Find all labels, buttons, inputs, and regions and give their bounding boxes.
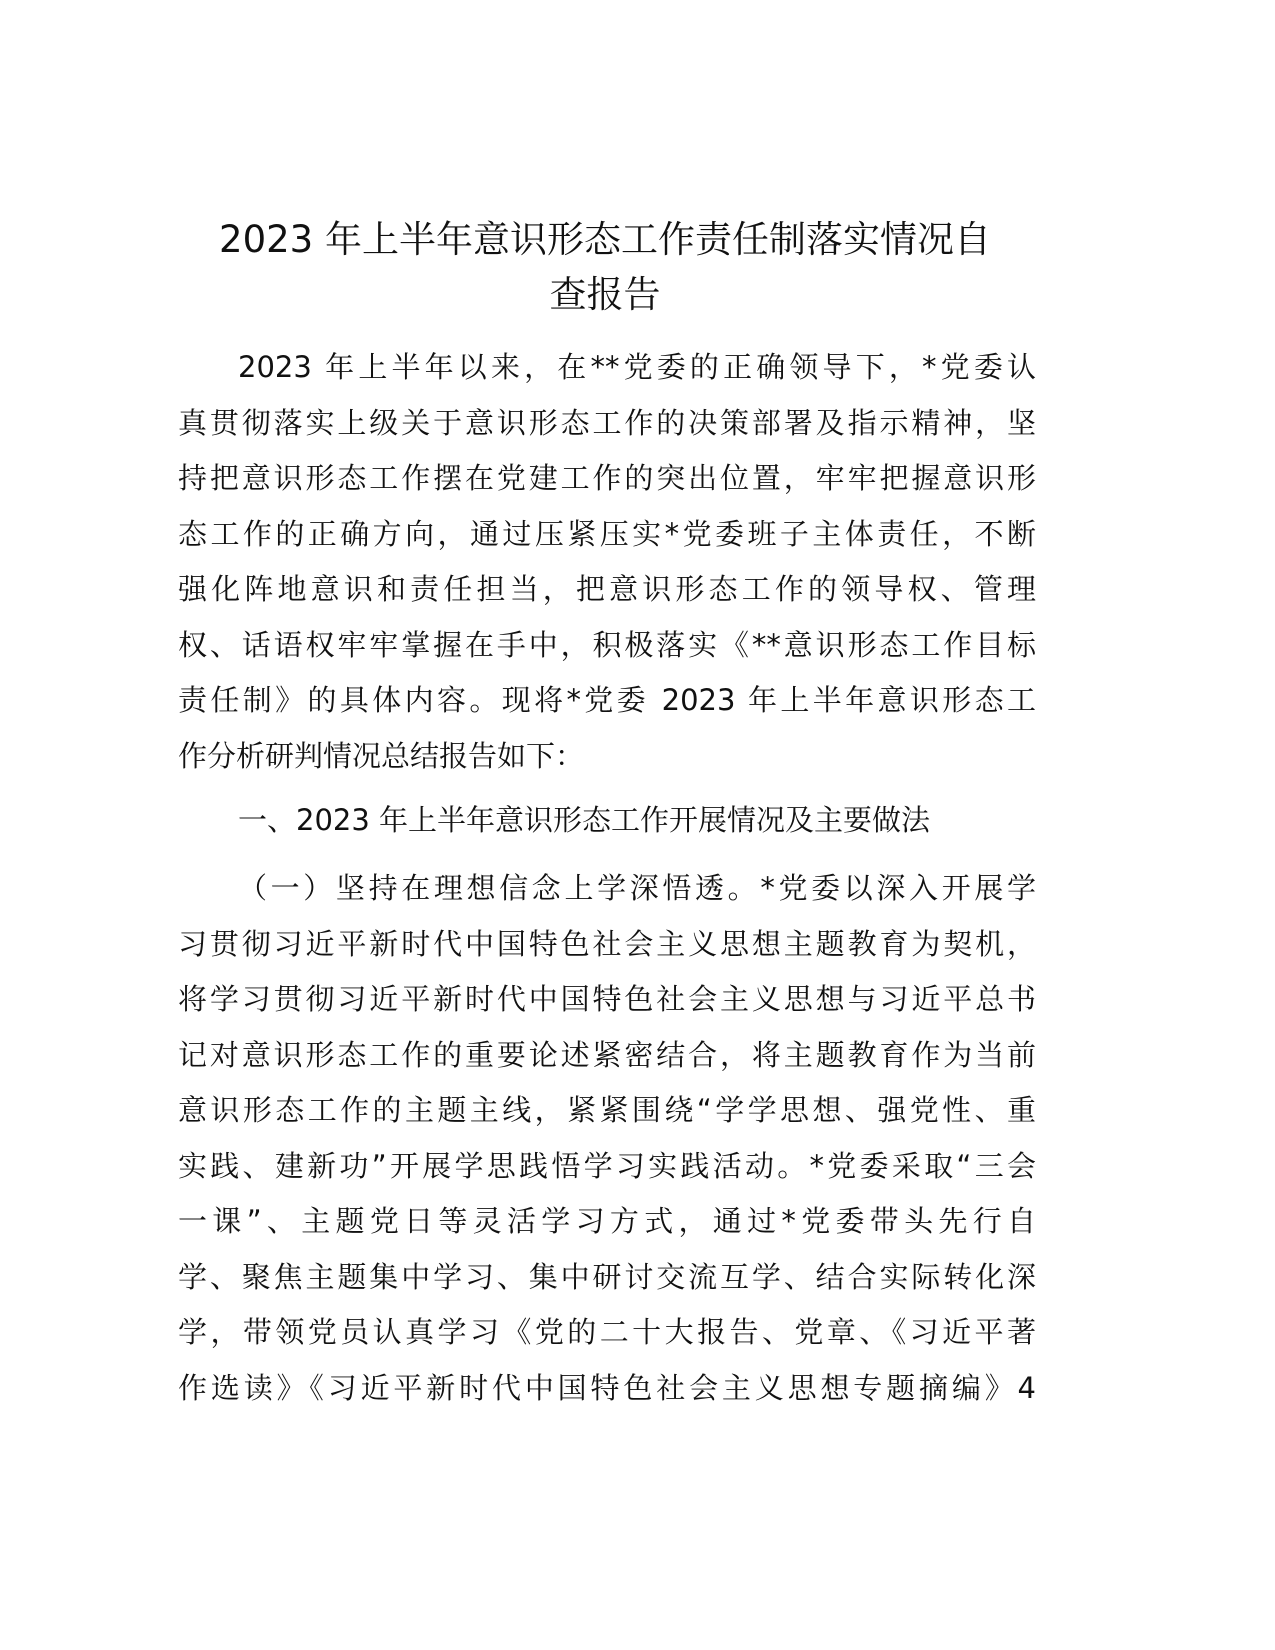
paragraph-line: 真贯彻落实上级关于意识形态工作的决策部署及指示精神，坚 bbox=[178, 405, 1036, 440]
paragraph-line: 学，带领党员认真学习《党的二十大报告、党章、《习近平著 bbox=[178, 1315, 1036, 1349]
paragraph-line: 习贯彻习近平新时代中国特色社会主义思想主题教育为契机， bbox=[178, 926, 1036, 961]
document-title bbox=[150, 212, 1060, 322]
paragraph-line: 态工作的正确方向，通过压紧压实*党委班子主体责任，不断 bbox=[178, 516, 1036, 551]
section-paragraph bbox=[178, 861, 1036, 1416]
paragraph-line: 学、聚焦主题集中学习、集中研讨交流互学、结合实际转化深 bbox=[178, 1259, 1036, 1294]
paragraph-line: 作选读》《习近平新时代中国特色社会主义思想专题摘编》4 bbox=[178, 1370, 1036, 1405]
intro-paragraph bbox=[178, 340, 1036, 784]
paragraph-line: 强化阵地意识和责任担当，把意识形态工作的领导权、管理 bbox=[178, 572, 1036, 606]
paragraph-line: 2023 年上半年以来，在**党委的正确领导下，*党委认 bbox=[238, 350, 1036, 384]
title-line: 2023 年上半年意识形态工作责任制落实情况自 bbox=[219, 218, 991, 261]
paragraph-line: 记对意识形态工作的重要论述紧密结合，将主题教育作为当前 bbox=[178, 1037, 1036, 1072]
paragraph-line: 实践、建新功”开展学思践悟学习实践活动。*党委采取“三会 bbox=[178, 1148, 1036, 1183]
paragraph-line: 责任制》的具体内容。现将*党委 2023 年上半年意识形态工 bbox=[178, 683, 1036, 717]
paragraph-line: 将学习贯彻习近平新时代中国特色社会主义思想与习近平总书 bbox=[178, 982, 1036, 1016]
title-line: 查报告 bbox=[549, 273, 661, 316]
paragraph-line: 权、话语权牢牢掌握在手中，积极落实《**意识形态工作目标 bbox=[178, 627, 1036, 662]
paragraph-line: 持把意识形态工作摆在党建工作的突出位置，牢牢把握意识形 bbox=[178, 461, 1036, 495]
section-heading bbox=[178, 793, 1036, 849]
section-heading-text: 一、2023 年上半年意识形态工作开展情况及主要做法 bbox=[238, 803, 931, 837]
paragraph-line: 意识形态工作的主题主线，紧紧围绕“学学思想、强党性、重 bbox=[178, 1093, 1036, 1127]
paragraph-line: 作分析研判情况总结报告如下： bbox=[178, 738, 585, 773]
paragraph-line: （一）坚持在理想信念上学深悟透。*党委以深入开展学 bbox=[238, 871, 1036, 905]
paragraph-line: 一课”、主题党日等灵活学习方式，通过*党委带头先行自 bbox=[178, 1204, 1036, 1238]
